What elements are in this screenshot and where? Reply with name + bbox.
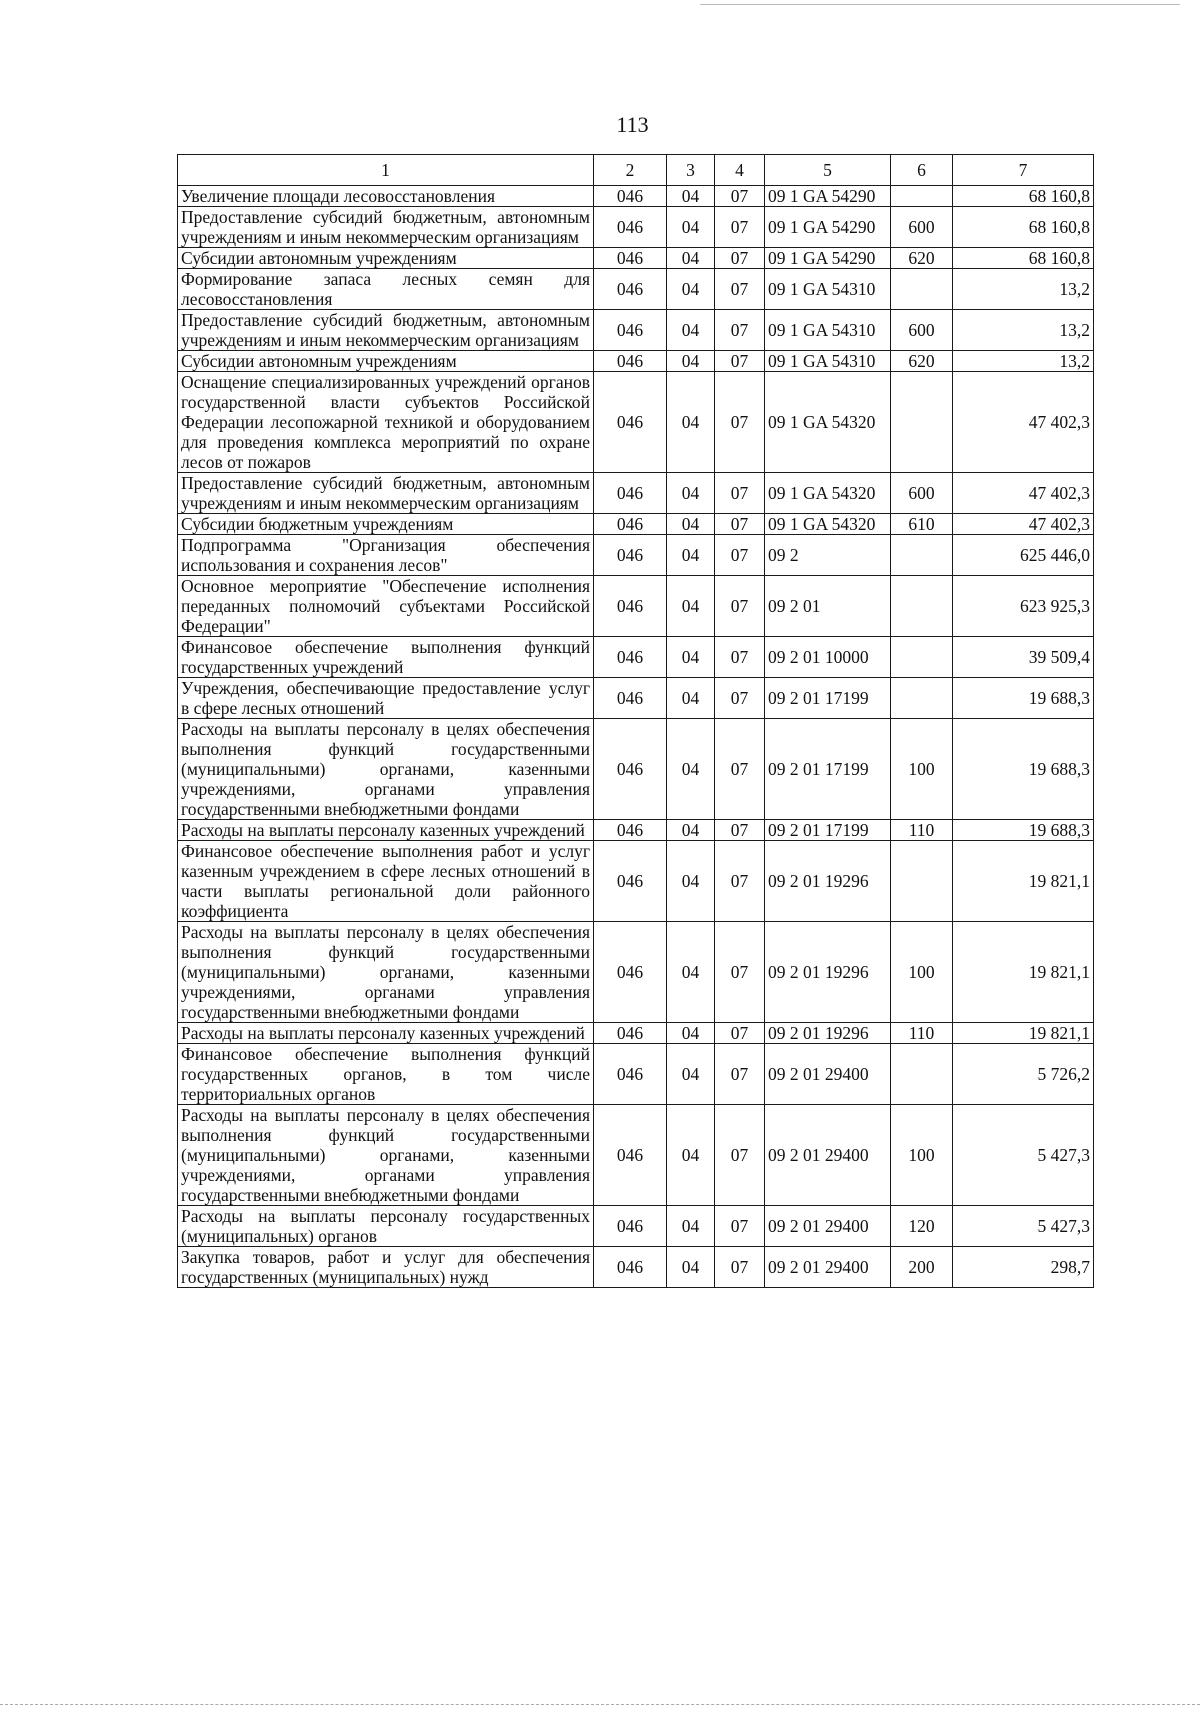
ministry-code-cell: 046 <box>594 248 667 269</box>
table-row <box>178 922 1094 1023</box>
section-code-cell: 04 <box>667 1105 715 1206</box>
target-article-cell: 09 2 01 19296 <box>765 922 891 1023</box>
ministry-code-cell: 046 <box>594 922 667 1023</box>
section-code-cell: 04 <box>667 351 715 372</box>
expense-type-cell: 610 <box>891 514 953 535</box>
row-name-cell: Субсидии бюджетным учреждениям <box>178 514 594 535</box>
subsection-code-cell: 07 <box>715 186 765 207</box>
section-code-cell: 04 <box>667 473 715 514</box>
section-code-cell: 04 <box>667 922 715 1023</box>
table-row <box>178 1105 1094 1206</box>
ministry-code-cell: 046 <box>594 535 667 576</box>
amount-cell: 5 427,3 <box>953 1206 1094 1247</box>
target-article-cell: 09 2 <box>765 535 891 576</box>
ministry-code-cell: 046 <box>594 820 667 841</box>
table-row <box>178 1247 1094 1288</box>
expense-type-cell: 200 <box>891 1247 953 1288</box>
ministry-code-cell: 046 <box>594 186 667 207</box>
expense-type-cell: 100 <box>891 922 953 1023</box>
subsection-code-cell: 07 <box>715 207 765 248</box>
subsection-code-cell: 07 <box>715 576 765 637</box>
table-row <box>178 637 1094 678</box>
section-code-cell: 04 <box>667 841 715 922</box>
amount-cell: 68 160,8 <box>953 186 1094 207</box>
section-code-cell: 04 <box>667 269 715 310</box>
ministry-code-cell: 046 <box>594 678 667 719</box>
row-name-cell: Оснащение специализированных учреждений органов государственной власти субъектов Российской Федерации лесопожарной техникой и оборудованием для проведения комплекса мероприятий по охране лесов от пожаров <box>178 372 594 473</box>
table-row <box>178 1044 1094 1105</box>
header-cell-7: 7 <box>953 155 1094 186</box>
table-row <box>178 351 1094 372</box>
subsection-code-cell: 07 <box>715 922 765 1023</box>
table-row <box>178 473 1094 514</box>
ministry-code-cell: 046 <box>594 1044 667 1105</box>
ministry-code-cell: 046 <box>594 1247 667 1288</box>
amount-cell: 47 402,3 <box>953 473 1094 514</box>
target-article-cell: 09 2 01 <box>765 576 891 637</box>
expense-type-cell: 600 <box>891 207 953 248</box>
row-name-cell: Расходы на выплаты персоналу государственных (муниципальных) органов <box>178 1206 594 1247</box>
row-name-cell: Основное мероприятие "Обеспечение исполнения переданных полномочий субъектами Российской Федерации" <box>178 576 594 637</box>
table-row <box>178 1206 1094 1247</box>
ministry-code-cell: 046 <box>594 269 667 310</box>
section-code-cell: 04 <box>667 678 715 719</box>
target-article-cell: 09 1 GA 54290 <box>765 248 891 269</box>
expense-type-cell <box>891 1044 953 1105</box>
expense-type-cell: 110 <box>891 1023 953 1044</box>
subsection-code-cell: 07 <box>715 841 765 922</box>
scan-artifact-bottom <box>0 1704 1200 1705</box>
target-article-cell: 09 2 01 29400 <box>765 1044 891 1105</box>
target-article-cell: 09 2 01 29400 <box>765 1105 891 1206</box>
section-code-cell: 04 <box>667 719 715 820</box>
expense-type-cell: 110 <box>891 820 953 841</box>
ministry-code-cell: 046 <box>594 1206 667 1247</box>
expense-type-cell <box>891 269 953 310</box>
section-code-cell: 04 <box>667 1247 715 1288</box>
row-name-cell: Предоставление субсидий бюджетным, автономным учреждениям и иным некоммерческим организациям <box>178 473 594 514</box>
ministry-code-cell: 046 <box>594 1023 667 1044</box>
expense-type-cell: 620 <box>891 351 953 372</box>
subsection-code-cell: 07 <box>715 678 765 719</box>
row-name-cell: Предоставление субсидий бюджетным, автономным учреждениям и иным некоммерческим организациям <box>178 310 594 351</box>
table-row <box>178 576 1094 637</box>
row-name-cell: Субсидии автономным учреждениям <box>178 351 594 372</box>
row-name-cell: Расходы на выплаты персоналу в целях обеспечения выполнения функций государственными (муниципальными) органами, казенными учреждениями, органами управления государственными внебюджетными фондами <box>178 922 594 1023</box>
expense-type-cell: 600 <box>891 310 953 351</box>
subsection-code-cell: 07 <box>715 1023 765 1044</box>
amount-cell: 39 509,4 <box>953 637 1094 678</box>
amount-cell: 47 402,3 <box>953 372 1094 473</box>
target-article-cell: 09 2 01 17199 <box>765 719 891 820</box>
table-row <box>178 514 1094 535</box>
subsection-code-cell: 07 <box>715 719 765 820</box>
expense-type-cell: 100 <box>891 719 953 820</box>
table-body <box>178 186 1094 1288</box>
target-article-cell: 09 2 01 19296 <box>765 841 891 922</box>
ministry-code-cell: 046 <box>594 637 667 678</box>
subsection-code-cell: 07 <box>715 269 765 310</box>
amount-cell: 19 821,1 <box>953 841 1094 922</box>
header-cell-5: 5 <box>765 155 891 186</box>
section-code-cell: 04 <box>667 535 715 576</box>
expense-type-cell <box>891 637 953 678</box>
amount-cell: 19 821,1 <box>953 1023 1094 1044</box>
scan-artifact-top <box>700 4 1180 5</box>
section-code-cell: 04 <box>667 637 715 678</box>
ministry-code-cell: 046 <box>594 351 667 372</box>
table-row <box>178 841 1094 922</box>
amount-cell: 47 402,3 <box>953 514 1094 535</box>
section-code-cell: 04 <box>667 372 715 473</box>
target-article-cell: 09 1 GA 54320 <box>765 473 891 514</box>
target-article-cell: 09 1 GA 54310 <box>765 269 891 310</box>
subsection-code-cell: 07 <box>715 1247 765 1288</box>
section-code-cell: 04 <box>667 576 715 637</box>
expense-type-cell: 120 <box>891 1206 953 1247</box>
header-cell-6: 6 <box>891 155 953 186</box>
section-code-cell: 04 <box>667 1044 715 1105</box>
expense-type-cell <box>891 678 953 719</box>
ministry-code-cell: 046 <box>594 207 667 248</box>
target-article-cell: 09 2 01 10000 <box>765 637 891 678</box>
ministry-code-cell: 046 <box>594 514 667 535</box>
row-name-cell: Учреждения, обеспечивающие предоставление услуг в сфере лесных отношений <box>178 678 594 719</box>
amount-cell: 19 688,3 <box>953 678 1094 719</box>
expense-type-cell <box>891 186 953 207</box>
target-article-cell: 09 2 01 17199 <box>765 820 891 841</box>
expense-type-cell <box>891 372 953 473</box>
row-name-cell: Предоставление субсидий бюджетным, автономным учреждениям и иным некоммерческим организациям <box>178 207 594 248</box>
subsection-code-cell: 07 <box>715 372 765 473</box>
row-name-cell: Финансовое обеспечение выполнения функций государственных органов, в том числе территориальных органов <box>178 1044 594 1105</box>
amount-cell: 5 427,3 <box>953 1105 1094 1206</box>
target-article-cell: 09 1 GA 54310 <box>765 310 891 351</box>
amount-cell: 13,2 <box>953 269 1094 310</box>
header-cell-3: 3 <box>667 155 715 186</box>
header-cell-1: 1 <box>178 155 594 186</box>
table-row <box>178 310 1094 351</box>
ministry-code-cell: 046 <box>594 473 667 514</box>
row-name-cell: Расходы на выплаты персоналу казенных учреждений <box>178 1023 594 1044</box>
ministry-code-cell: 046 <box>594 372 667 473</box>
table-row <box>178 1023 1094 1044</box>
table-row <box>178 678 1094 719</box>
ministry-code-cell: 046 <box>594 576 667 637</box>
subsection-code-cell: 07 <box>715 1206 765 1247</box>
row-name-cell: Подпрограмма "Организация обеспечения использования и сохранения лесов" <box>178 535 594 576</box>
amount-cell: 298,7 <box>953 1247 1094 1288</box>
budget-table <box>177 154 1094 1288</box>
subsection-code-cell: 07 <box>715 637 765 678</box>
table-row <box>178 820 1094 841</box>
expense-type-cell: 620 <box>891 248 953 269</box>
section-code-cell: 04 <box>667 1206 715 1247</box>
subsection-code-cell: 07 <box>715 820 765 841</box>
ministry-code-cell: 046 <box>594 841 667 922</box>
row-name-cell: Закупка товаров, работ и услуг для обеспечения государственных (муниципальных) нужд <box>178 1247 594 1288</box>
header-cell-2: 2 <box>594 155 667 186</box>
expense-type-cell: 600 <box>891 473 953 514</box>
target-article-cell: 09 1 GA 54290 <box>765 186 891 207</box>
row-name-cell: Расходы на выплаты персоналу казенных учреждений <box>178 820 594 841</box>
row-name-cell: Увеличение площади лесовосстановления <box>178 186 594 207</box>
subsection-code-cell: 07 <box>715 473 765 514</box>
table-row <box>178 372 1094 473</box>
header-cell-4: 4 <box>715 155 765 186</box>
target-article-cell: 09 2 01 29400 <box>765 1247 891 1288</box>
amount-cell: 68 160,8 <box>953 248 1094 269</box>
subsection-code-cell: 07 <box>715 1105 765 1206</box>
target-article-cell: 09 2 01 17199 <box>765 678 891 719</box>
subsection-code-cell: 07 <box>715 248 765 269</box>
subsection-code-cell: 07 <box>715 514 765 535</box>
page-number: 113 <box>616 112 649 137</box>
target-article-cell: 09 1 GA 54320 <box>765 372 891 473</box>
table-row <box>178 535 1094 576</box>
subsection-code-cell: 07 <box>715 535 765 576</box>
row-name-cell: Расходы на выплаты персоналу в целях обеспечения выполнения функций государственными (муниципальными) органами, казенными учреждениями, органами управления государственными внебюджетными фондами <box>178 1105 594 1206</box>
amount-cell: 68 160,8 <box>953 207 1094 248</box>
section-code-cell: 04 <box>667 207 715 248</box>
amount-cell: 623 925,3 <box>953 576 1094 637</box>
section-code-cell: 04 <box>667 186 715 207</box>
target-article-cell: 09 1 GA 54320 <box>765 514 891 535</box>
row-name-cell: Финансовое обеспечение выполнения работ и услуг казенным учреждением в сфере лесных отношений в части выплаты региональной доли районного коэффициента <box>178 841 594 922</box>
ministry-code-cell: 046 <box>594 1105 667 1206</box>
subsection-code-cell: 07 <box>715 351 765 372</box>
section-code-cell: 04 <box>667 248 715 269</box>
ministry-code-cell: 046 <box>594 719 667 820</box>
table-row <box>178 719 1094 820</box>
section-code-cell: 04 <box>667 310 715 351</box>
expense-type-cell: 100 <box>891 1105 953 1206</box>
target-article-cell: 09 1 GA 54310 <box>765 351 891 372</box>
expense-type-cell <box>891 535 953 576</box>
row-name-cell: Расходы на выплаты персоналу в целях обеспечения выполнения функций государственными (муниципальными) органами, казенными учреждениями, органами управления государственными внебюджетными фондами <box>178 719 594 820</box>
expense-type-cell <box>891 841 953 922</box>
expense-type-cell <box>891 576 953 637</box>
row-name-cell: Формирование запаса лесных семян для лесовосстановления <box>178 269 594 310</box>
amount-cell: 5 726,2 <box>953 1044 1094 1105</box>
table-row <box>178 207 1094 248</box>
table-row <box>178 248 1094 269</box>
table-row <box>178 269 1094 310</box>
section-code-cell: 04 <box>667 1023 715 1044</box>
subsection-code-cell: 07 <box>715 1044 765 1105</box>
row-name-cell: Финансовое обеспечение выполнения функций государственных учреждений <box>178 637 594 678</box>
row-name-cell: Субсидии автономным учреждениям <box>178 248 594 269</box>
section-code-cell: 04 <box>667 820 715 841</box>
section-code-cell: 04 <box>667 514 715 535</box>
amount-cell: 19 688,3 <box>953 820 1094 841</box>
header-row <box>178 155 1094 186</box>
target-article-cell: 09 1 GA 54290 <box>765 207 891 248</box>
table-row <box>178 186 1094 207</box>
amount-cell: 19 821,1 <box>953 922 1094 1023</box>
target-article-cell: 09 2 01 29400 <box>765 1206 891 1247</box>
amount-cell: 13,2 <box>953 310 1094 351</box>
ministry-code-cell: 046 <box>594 310 667 351</box>
amount-cell: 13,2 <box>953 351 1094 372</box>
amount-cell: 625 446,0 <box>953 535 1094 576</box>
target-article-cell: 09 2 01 19296 <box>765 1023 891 1044</box>
amount-cell: 19 688,3 <box>953 719 1094 820</box>
subsection-code-cell: 07 <box>715 310 765 351</box>
